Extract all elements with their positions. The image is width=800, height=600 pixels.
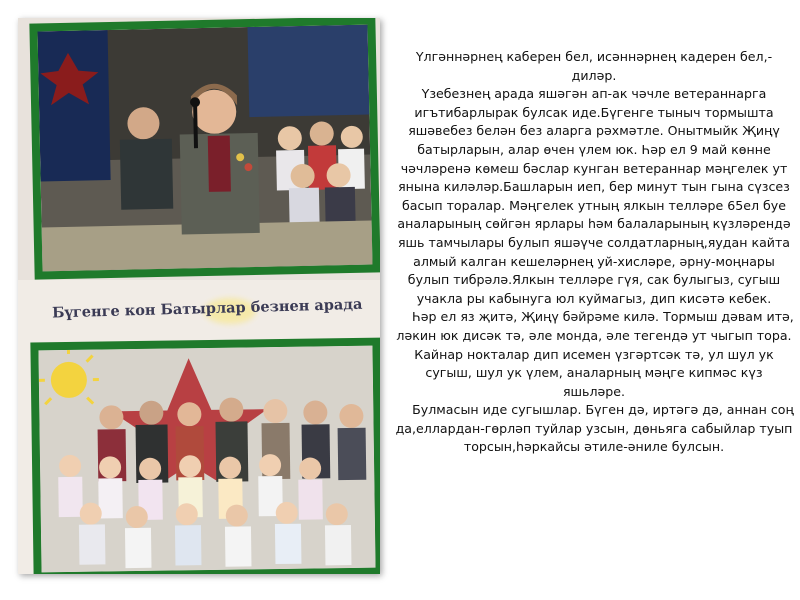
album-page-photo [18,18,380,574]
photo-group-with-children-image [38,346,375,573]
paragraph-veterans: Үзебезнең арада яшәгән ап-ак чәчле ветераннарга игътибарлырак булсак иде.Бүгенге тыныч тормышта яшәвебез белән без аларга рәхмәтле. Онытмыйк Җиңү батырларын, алар өчен үлем юк. Һәр ел 9 май көнне чәчләренә көмеш бәслар кунган ветераннар мәңгелек ут янына киләләр.Башларын иеп, бер минут тын гына сүзсез басып торалар. Мәңгелек утның ялкын телләре 65ел буе аналарының сөйгән ярлары һәм балаларының күзләрендә яшь тамчылары булып яшәүче солдатларның,яудан кайта алмый калган кешеләрнең уй-хисләре, әрну-моңнары булып тибрәлә.Ялкын телләре гүя, сак булыгыз, сугыш учакла ры кабынуга юл куймагыз, дип кисәтә кебек. [397,86,791,306]
photo-veteran-speaking [29,18,380,280]
paragraph-intro: Үлгәннәрнең каберен бел, исәннәрнең кадерен бел,-диләр. [415,49,773,83]
photo-caption: Бүгенге кон Батырлар безнен арада [51,295,363,322]
photo-group-with-children [30,338,380,574]
paragraph-peace-wish: Булмасын иде сугышлар. Бүген дә, иртәгә дә, аннан соң да,еллардан-гөрләп туйлар узсын, дөньяга сабыйлар туып торсын,һәркайсы әтиле-әниле булсын. [395,402,794,455]
article-text [394,48,794,457]
paragraph-victory-day: Һәр ел яз җитә, Җиңү бәйрәме килә. Тормыш дәвам итә, ләкин юк дисәк тә, әле монда, әле тегендә ут чыгып тора. Кайнар нокталар дип исемен үзгәртсәк тә, ул шул ук сугыш, шул ук үлем, аналарның мәңге кипмәс күз яшьләре. [396,309,794,399]
photo-veteran-speaking-image [38,25,373,272]
